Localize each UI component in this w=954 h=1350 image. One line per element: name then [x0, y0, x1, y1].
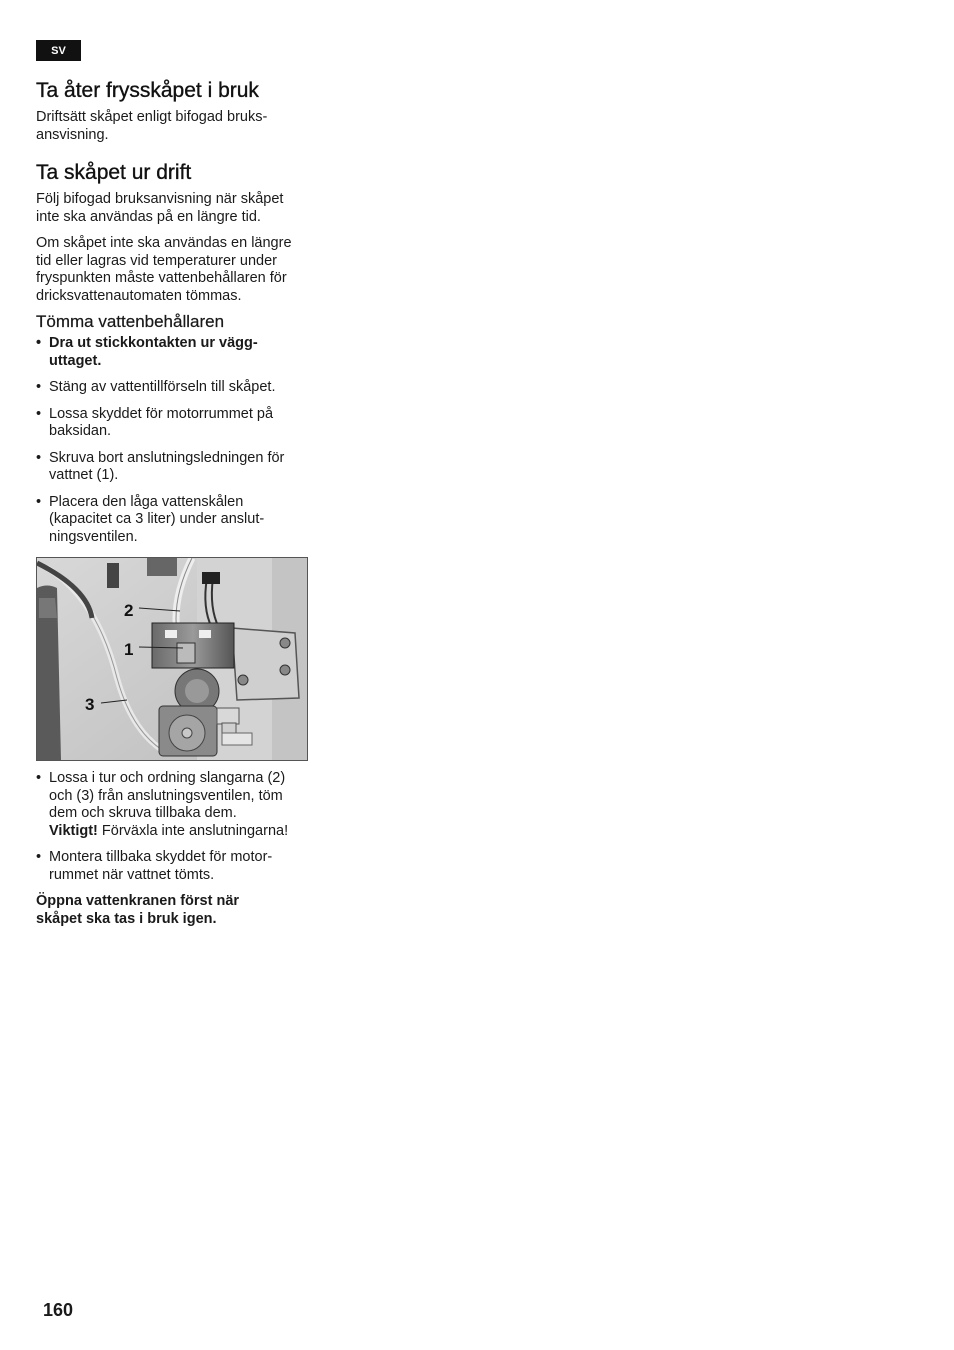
callout-3: 3: [85, 695, 95, 714]
valve-photo: [36, 557, 308, 761]
closing-note: [36, 893, 308, 928]
list-item: • Stäng av vattentillförseln till skåpet.: [36, 379, 308, 397]
list-item: • Lossa i tur och ordning slangarna (2) och (3) från anslutningsventilen, töm dem och skruva tillbaka dem. Viktigt! Förväxla inte anslutningarna!: [36, 770, 308, 840]
text-line: Följ bifogad bruksanvisning när skåpet: [36, 191, 284, 207]
list-item: • Skruva bort anslutningsledningen för vattnet (1).: [36, 450, 308, 485]
section-empty-water-tank: [36, 312, 308, 546]
text-line: dricksvattenautomaten tömmas.: [36, 287, 242, 304]
text-line: Driftsätt skåpet enligt bifogad bruks-: [36, 109, 268, 125]
text-line: fryspunkten måste vattenbehållaren för: [36, 270, 287, 286]
valve-illustration: [37, 558, 307, 760]
list-item: • Dra ut stickkontakten ur vägg- uttaget.: [36, 335, 308, 370]
text-line: skåpet ska tas i bruk igen.: [36, 910, 217, 927]
step-list-continued: [36, 770, 308, 884]
callout-2: 2: [124, 601, 134, 620]
section-title-decommission: Ta skåpet ur drift: [36, 161, 192, 184]
warning-text: Förväxla inte anslutningarna!: [97, 822, 289, 839]
decommission-paragraph-2: [36, 235, 308, 305]
text-line: Om skåpet inte ska användas en längre: [36, 235, 292, 251]
step-list: [36, 335, 308, 546]
list-item: • Montera tillbaka skyddet för motor- rummet när vattnet tömts.: [36, 849, 308, 884]
text-line: inte ska användas på en längre tid.: [36, 208, 261, 225]
section-decommission: [36, 161, 308, 305]
text-line: Öppna vattenkranen först när: [36, 893, 240, 909]
section-reuse: [36, 79, 308, 144]
section-after-figure: [36, 770, 308, 928]
text-line: ansvisning.: [36, 126, 109, 143]
page-number: 160: [43, 1300, 74, 1320]
section-reuse-text: [36, 109, 308, 144]
section-title-reuse: Ta åter frysskåpet i bruk: [36, 79, 259, 102]
list-item: • Placera den låga vattenskålen (kapacitet ca 3 liter) under anslut- ningsventilen.: [36, 494, 308, 547]
text-line: tid eller lagras vid temperaturer under: [36, 252, 277, 269]
language-badge: SV: [36, 40, 81, 61]
decommission-paragraph-1: [36, 191, 308, 226]
list-item: • Lossa skyddet för motorrummet på baksidan.: [36, 406, 308, 441]
warning-label: Viktigt!: [49, 822, 98, 839]
subsection-title: Tömma vattenbehållaren: [36, 312, 225, 331]
callout-1: 1: [124, 640, 134, 659]
